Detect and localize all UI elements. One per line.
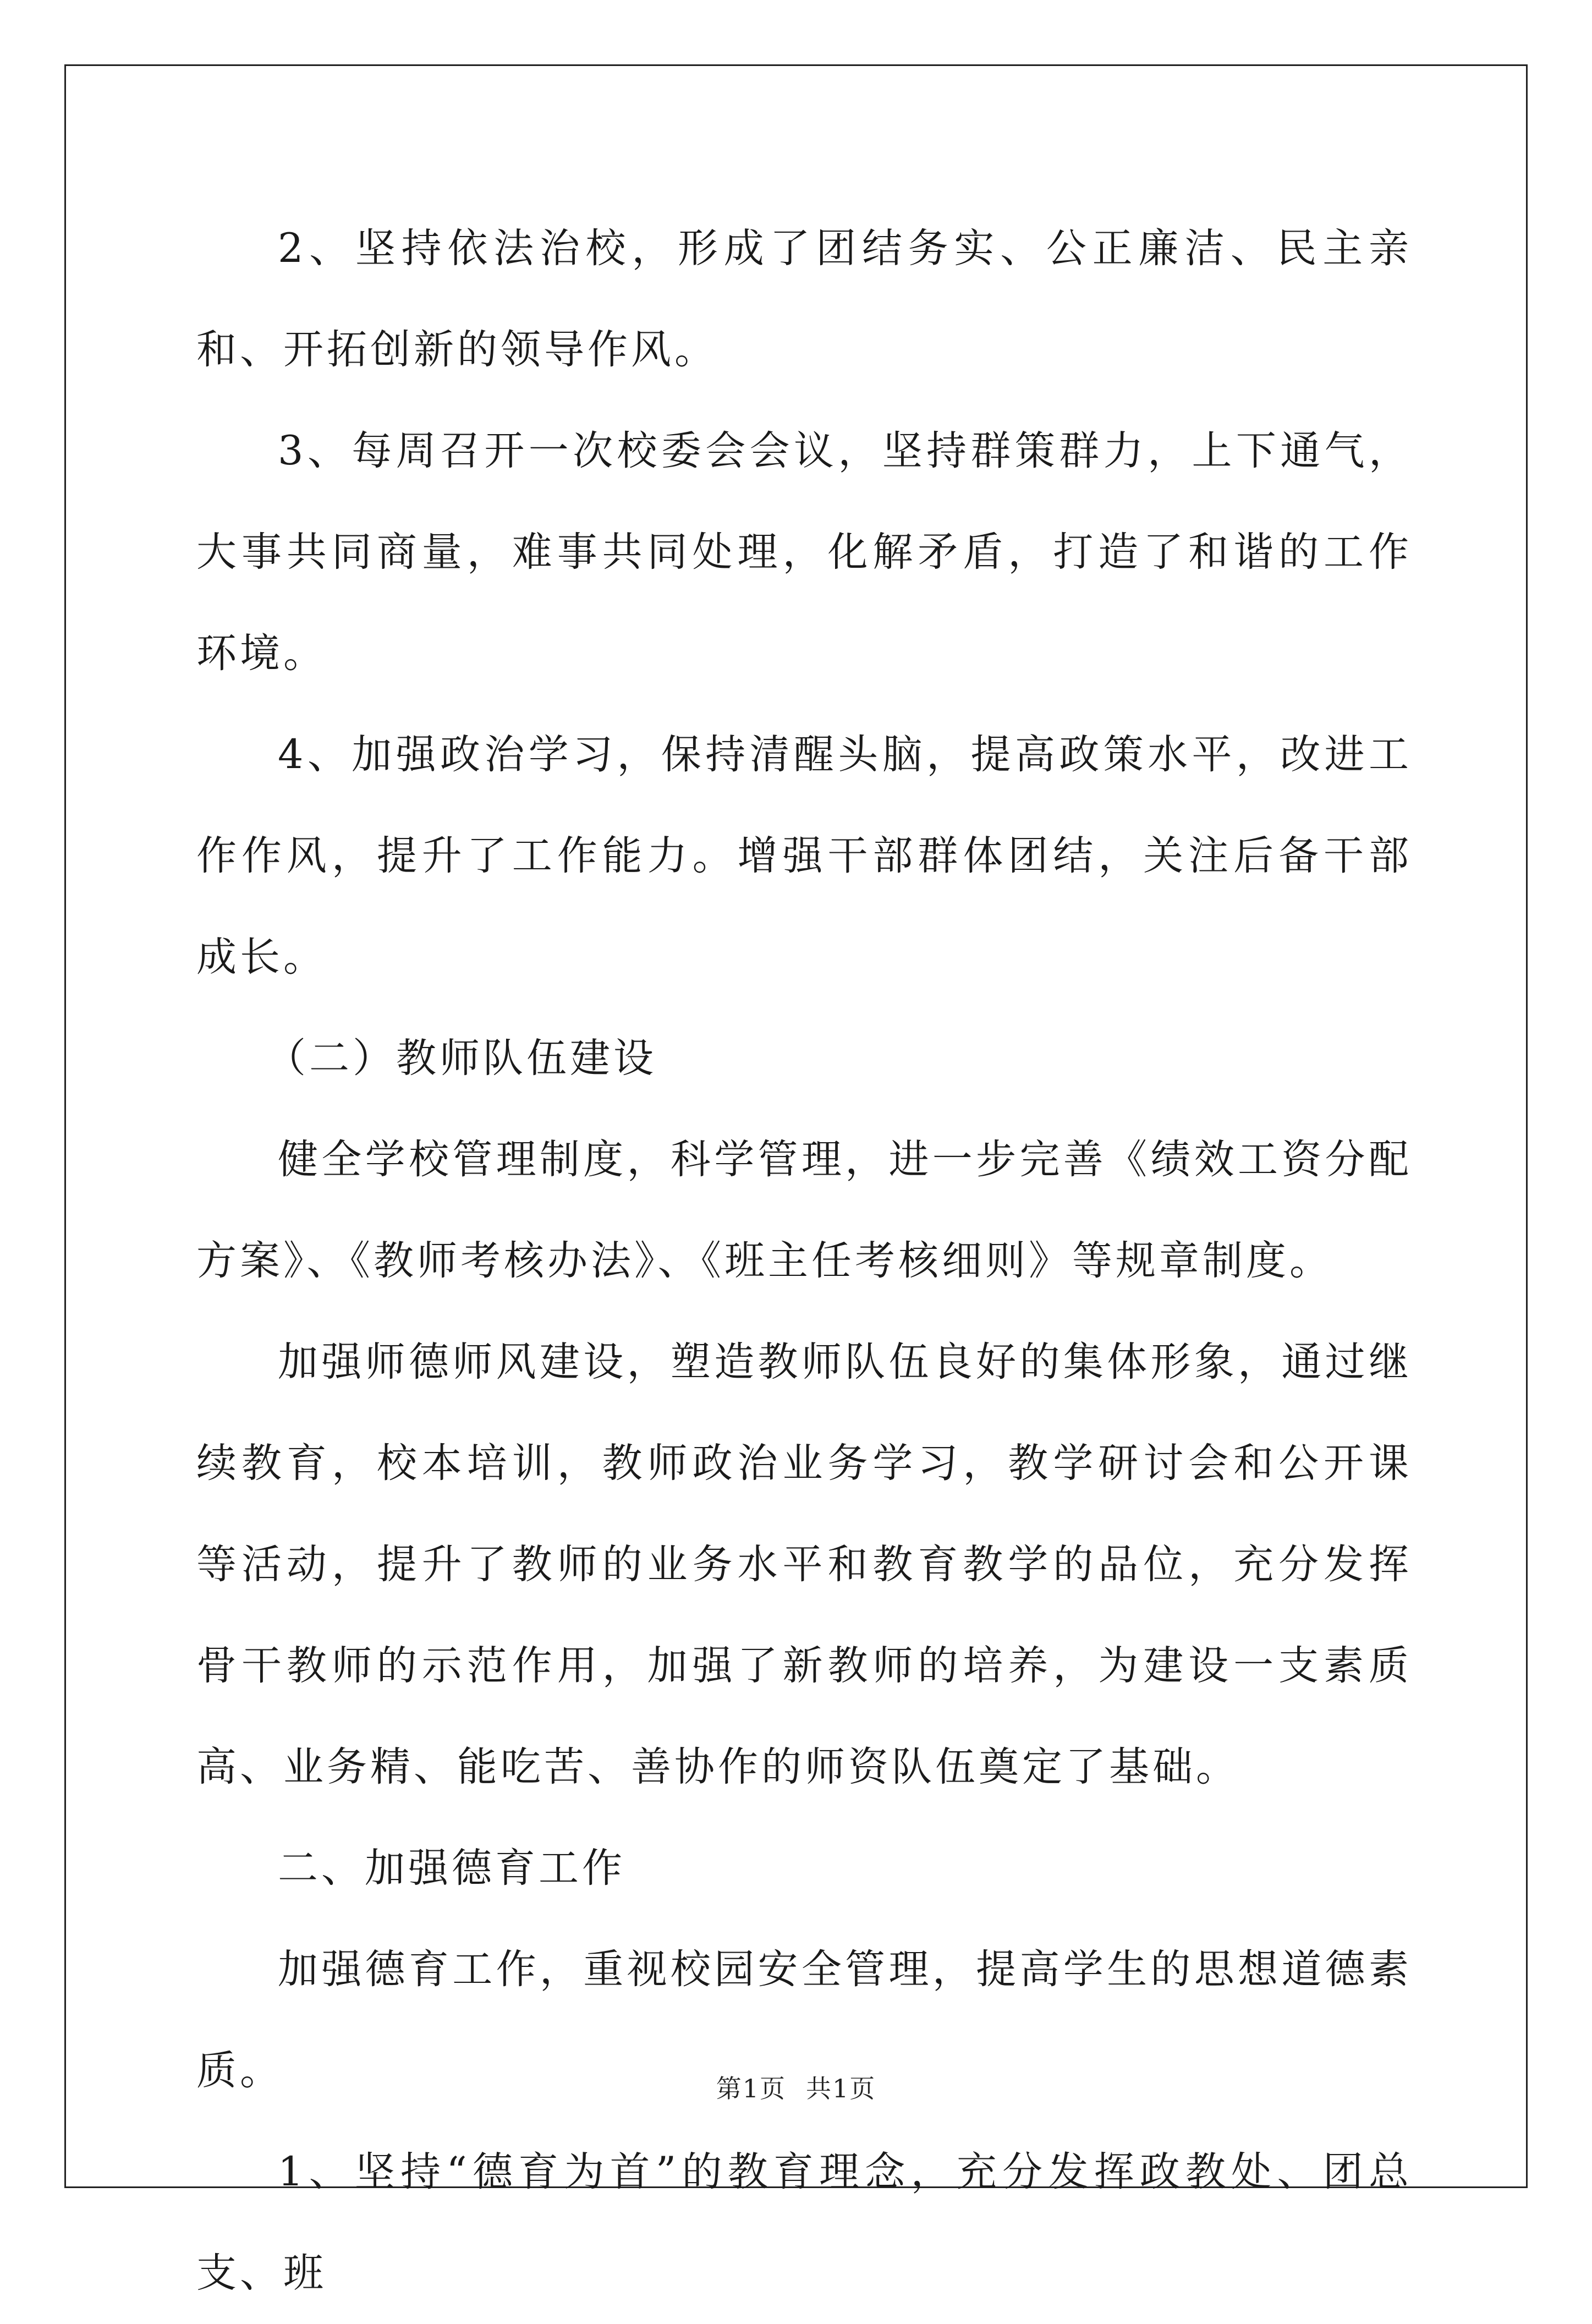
section-heading-teacher-team: （二）教师队伍建设 [266, 1035, 657, 1082]
section-heading-moral-education: 二、加强德育工作 [278, 1845, 625, 1892]
paragraph-political-study: 4、加强政治学习，保持清醒头脑，提高政策水平，改进工作作风，提升了工作能力。增强干部群体团结，关注后备干部成长。 [196, 731, 1412, 980]
paragraph-leadership-style: 2、坚持依法治校，形成了团结务实、公正廉洁、民主亲和、开拓创新的领导作风。 [196, 225, 1412, 373]
page-number-current: 第1页 [716, 2074, 786, 2103]
paragraph-moral-education-intro: 加强德育工作，重视校园安全管理，提高学生的思想道德素质。 [196, 1946, 1412, 2094]
paragraph-moral-education-first: 1、坚持“德育为首”的教育理念，充分发挥政教处、团总支、班 [196, 2148, 1412, 2296]
paragraph-teacher-ethics: 加强师德师风建设，塑造教师队伍良好的集体形象，通过继续教育，校本培训，教师政治业务学习，教学研讨会和公开课等活动，提升了教师的业务水平和教育教学的品位，充分发挥骨干教师的示范作用，加强了新教师的培养，为建设一支素质高、业务精、能吃苦、善协作的师资队伍奠定了基础。 [196, 1339, 1412, 1790]
page-number-total: 共1页 [806, 2074, 876, 2103]
document-body [196, 198, 1412, 2324]
page-footer [0, 2069, 1592, 2105]
paragraph-management-system: 健全学校管理制度，科学管理，进一步完善《绩效工资分配方案》、《教师考核办法》、《班主任考核细则》等规章制度。 [196, 1136, 1412, 1284]
paragraph-weekly-meeting: 3、每周召开一次校委会会议，坚持群策群力，上下通气，大事共同商量，难事共同处理，化解矛盾，打造了和谐的工作环境。 [196, 427, 1412, 677]
